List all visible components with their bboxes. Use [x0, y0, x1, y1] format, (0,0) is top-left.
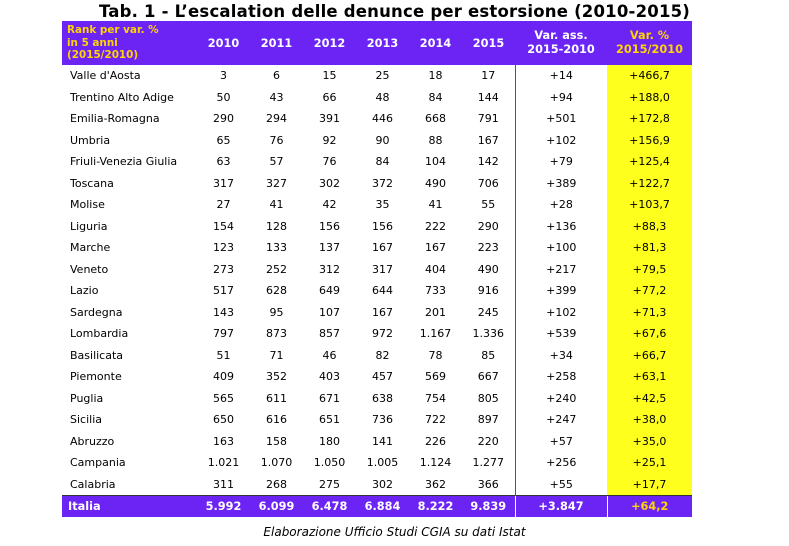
abs-variation: +102	[515, 302, 607, 324]
year-value: 27	[216, 198, 231, 212]
pct-variation: +466,7	[607, 65, 692, 87]
year-value: 490	[425, 176, 446, 190]
table-row	[62, 280, 692, 302]
year-value: 15	[322, 69, 337, 83]
year-value: 95	[269, 305, 284, 319]
year-value: 302	[319, 176, 340, 190]
year-value: 706	[477, 176, 499, 190]
year-value: 76	[322, 155, 337, 169]
year-value: 366	[477, 477, 499, 491]
region-name: Abruzzo	[70, 434, 115, 448]
year-value: 317	[372, 262, 393, 276]
year-value: 41	[269, 198, 284, 212]
region-name: Umbria	[70, 133, 111, 147]
table-row	[62, 366, 692, 388]
year-value: 972	[372, 327, 393, 341]
abs-variation: +100	[515, 237, 607, 259]
rank-header-line-2: in 5 anni	[67, 36, 118, 49]
year-value: 17	[481, 69, 496, 83]
year-value: 123	[213, 241, 234, 255]
year-value: 222	[425, 219, 446, 233]
year-value: 268	[266, 477, 287, 491]
year-value: 46	[322, 348, 337, 362]
pct-header-line-1: Var. %	[629, 29, 670, 42]
year-value: 797	[213, 327, 234, 341]
abs-variation: +256	[515, 452, 607, 474]
year-value: 409	[213, 370, 234, 384]
year-value: 1.070	[260, 456, 293, 470]
abs-variation: +136	[515, 216, 607, 238]
pct-variation: +172,8	[607, 108, 692, 130]
year-value: 275	[319, 477, 340, 491]
table-title: Tab. 1 - L’escalation delle denunce per estorsione (2010-2015)	[98, 2, 691, 21]
abs-variation: +102	[515, 130, 607, 152]
year-value: 611	[266, 391, 287, 405]
year-value: 736	[372, 413, 393, 427]
rank-header-line-1: Rank per var. %	[67, 24, 159, 37]
year-value: 50	[216, 90, 231, 104]
source-caption: Elaborazione Ufficio Studi CGIA su dati Istat	[263, 525, 526, 539]
year-value: 35	[375, 198, 390, 212]
year-value: 66	[322, 90, 337, 104]
year-value: 63	[216, 155, 231, 169]
year-value: 644	[372, 284, 393, 298]
year-value: 1.005	[366, 456, 399, 470]
year-value: 84	[375, 155, 390, 169]
abs-header-line-1: Var. ass.	[534, 29, 588, 42]
total-abs-variation: +3.847	[515, 496, 607, 518]
total-year-value: 6.478	[303, 496, 356, 518]
year-value: 754	[425, 391, 446, 405]
year-value: 649	[319, 284, 340, 298]
abs-variation: +57	[515, 431, 607, 453]
abs-variation: +258	[515, 366, 607, 388]
total-year-value: 6.099	[250, 496, 303, 518]
year-value: 48	[375, 90, 390, 104]
year-value: 142	[477, 155, 499, 169]
year-value: 294	[266, 112, 287, 126]
rank-column-header	[62, 21, 197, 65]
total-year-value: 6.884	[356, 496, 409, 518]
abs-header-line-2: 2015-2010	[527, 43, 595, 56]
year-value: 897	[477, 413, 499, 427]
year-value: 1.167	[419, 327, 452, 341]
table-row	[62, 237, 692, 259]
year-value: 791	[477, 112, 499, 126]
year-column-header: 2013	[356, 21, 409, 65]
pct-variation: +77,2	[607, 280, 692, 302]
year-value: 403	[319, 370, 340, 384]
year-value: 1.124	[419, 456, 452, 470]
year-value: 90	[375, 133, 390, 147]
abs-variation: +28	[515, 194, 607, 216]
table-row	[62, 87, 692, 109]
pct-variation: +125,4	[607, 151, 692, 173]
abs-variation: +34	[515, 345, 607, 367]
year-value: 141	[372, 434, 393, 448]
region-name: Veneto	[70, 262, 109, 276]
year-value: 372	[372, 176, 393, 190]
pct-variation: +63,1	[607, 366, 692, 388]
year-value: 107	[319, 305, 340, 319]
year-value: 628	[266, 284, 287, 298]
year-value: 158	[266, 434, 287, 448]
year-value: 55	[481, 198, 496, 212]
extortion-reports-table	[62, 21, 692, 517]
year-value: 916	[477, 284, 499, 298]
abs-variation: +240	[515, 388, 607, 410]
year-value: 651	[319, 413, 340, 427]
year-value: 650	[213, 413, 234, 427]
year-value: 220	[477, 434, 499, 448]
year-value: 57	[269, 155, 284, 169]
table-row	[62, 151, 692, 173]
pct-variation: +81,3	[607, 237, 692, 259]
year-value: 78	[428, 348, 443, 362]
year-value: 446	[372, 112, 393, 126]
year-value: 312	[319, 262, 340, 276]
abs-variation: +539	[515, 323, 607, 345]
year-value: 1.050	[313, 456, 346, 470]
year-value: 352	[266, 370, 287, 384]
region-name: Emilia-Romagna	[70, 112, 160, 126]
year-column-header: 2012	[303, 21, 356, 65]
total-row	[62, 496, 692, 518]
region-name: Lombardia	[70, 327, 129, 341]
year-value: 84	[428, 90, 443, 104]
year-value: 873	[266, 327, 287, 341]
region-name: Campania	[70, 456, 126, 470]
region-name: Toscana	[70, 176, 114, 190]
region-name: Puglia	[70, 391, 104, 405]
year-value: 857	[319, 327, 340, 341]
year-value: 668	[425, 112, 446, 126]
year-value: 252	[266, 262, 287, 276]
year-value: 517	[213, 284, 234, 298]
year-value: 223	[477, 241, 499, 255]
table-row	[62, 388, 692, 410]
pct-variation: +103,7	[607, 194, 692, 216]
region-name: Valle d'Aosta	[70, 69, 141, 83]
year-value: 404	[425, 262, 446, 276]
pct-variation: +88,3	[607, 216, 692, 238]
year-value: 71	[269, 348, 284, 362]
region-name: Trentino Alto Adige	[70, 90, 174, 104]
abs-variation: +389	[515, 173, 607, 195]
year-value: 569	[425, 370, 446, 384]
year-column-header: 2010	[197, 21, 250, 65]
year-value: 51	[216, 348, 231, 362]
table-row	[62, 323, 692, 345]
year-value: 317	[213, 176, 234, 190]
table-row	[62, 259, 692, 281]
pct-header-line-2: 2015/2010	[615, 43, 683, 56]
total-pct-variation: +64,2	[607, 496, 692, 518]
year-value: 18	[428, 69, 443, 83]
year-value: 671	[319, 391, 340, 405]
year-value: 92	[322, 133, 337, 147]
year-value: 1.277	[472, 456, 504, 470]
rank-header-line-3: (2015/2010)	[67, 49, 139, 62]
pct-variation: +42,5	[607, 388, 692, 410]
abs-variation-column-header	[515, 21, 607, 65]
table-row	[62, 452, 692, 474]
year-value: 722	[425, 413, 446, 427]
table-row	[62, 302, 692, 324]
year-column-header: 2014	[409, 21, 462, 65]
table-row	[62, 409, 692, 431]
year-value: 638	[372, 391, 393, 405]
year-value: 327	[266, 176, 287, 190]
pct-variation: +122,7	[607, 173, 692, 195]
year-value: 167	[477, 133, 499, 147]
year-value: 76	[269, 133, 284, 147]
year-value: 490	[477, 262, 499, 276]
year-column-header: 2015	[462, 21, 515, 65]
table-row	[62, 474, 692, 496]
year-value: 156	[372, 219, 393, 233]
year-value: 362	[425, 477, 446, 491]
year-value: 733	[425, 284, 446, 298]
year-value: 43	[269, 90, 284, 104]
year-value: 85	[481, 348, 496, 362]
table-row	[62, 108, 692, 130]
year-value: 128	[266, 219, 287, 233]
year-value: 302	[372, 477, 393, 491]
region-name: Sardegna	[70, 305, 123, 319]
abs-variation: +217	[515, 259, 607, 281]
year-value: 163	[213, 434, 234, 448]
pct-variation: +67,6	[607, 323, 692, 345]
pct-variation: +38,0	[607, 409, 692, 431]
year-column-header: 2011	[250, 21, 303, 65]
year-value: 290	[213, 112, 234, 126]
abs-variation: +501	[515, 108, 607, 130]
year-value: 143	[213, 305, 234, 319]
table-row	[62, 173, 692, 195]
abs-variation: +14	[515, 65, 607, 87]
pct-variation: +66,7	[607, 345, 692, 367]
abs-variation: +55	[515, 474, 607, 496]
year-value: 201	[425, 305, 446, 319]
table-row	[62, 431, 692, 453]
pct-variation: +25,1	[607, 452, 692, 474]
year-value: 167	[372, 241, 393, 255]
abs-variation: +399	[515, 280, 607, 302]
year-value: 290	[477, 219, 499, 233]
year-value: 167	[425, 241, 446, 255]
pct-variation: +71,3	[607, 302, 692, 324]
table-body	[62, 65, 692, 496]
abs-variation: +247	[515, 409, 607, 431]
table-row	[62, 345, 692, 367]
year-value: 616	[266, 413, 287, 427]
region-name: Marche	[70, 241, 111, 255]
pct-variation: +79,5	[607, 259, 692, 281]
year-value: 133	[266, 241, 287, 255]
year-value: 154	[213, 219, 234, 233]
year-value: 1.336	[472, 327, 504, 341]
year-value: 1.021	[207, 456, 240, 470]
year-value: 273	[213, 262, 234, 276]
region-name: Molise	[70, 198, 105, 212]
total-year-value: 9.839	[462, 496, 515, 518]
table-row	[62, 65, 692, 87]
total-year-value: 8.222	[409, 496, 462, 518]
table-row	[62, 130, 692, 152]
region-name: Piemonte	[70, 370, 122, 384]
year-value: 167	[372, 305, 393, 319]
abs-variation: +79	[515, 151, 607, 173]
year-value: 226	[425, 434, 446, 448]
table-row	[62, 194, 692, 216]
year-value: 6	[273, 69, 280, 83]
abs-variation: +94	[515, 87, 607, 109]
year-value: 144	[477, 90, 499, 104]
pct-variation: +35,0	[607, 431, 692, 453]
pct-variation-column-header	[607, 21, 692, 65]
region-name: Liguria	[70, 219, 108, 233]
pct-variation: +188,0	[607, 87, 692, 109]
year-value: 3	[220, 69, 227, 83]
year-value: 565	[213, 391, 234, 405]
year-value: 245	[477, 305, 499, 319]
year-value: 65	[216, 133, 231, 147]
year-value: 311	[213, 477, 234, 491]
region-name: Lazio	[70, 284, 99, 298]
table-header-row	[62, 21, 692, 65]
year-value: 180	[319, 434, 340, 448]
year-value: 156	[319, 219, 340, 233]
year-value: 41	[428, 198, 443, 212]
year-value: 805	[477, 391, 499, 405]
year-value: 137	[319, 241, 340, 255]
table-row	[62, 216, 692, 238]
region-name: Calabria	[70, 477, 116, 491]
year-value: 25	[375, 69, 390, 83]
pct-variation: +17,7	[607, 474, 692, 496]
year-value: 391	[319, 112, 340, 126]
total-region-name: Italia	[62, 496, 197, 518]
region-name: Basilicata	[70, 348, 124, 362]
year-value: 667	[477, 370, 499, 384]
year-value: 82	[375, 348, 390, 362]
region-name: Friuli-Venezia Giulia	[70, 155, 178, 169]
year-value: 457	[372, 370, 393, 384]
year-value: 104	[425, 155, 446, 169]
region-name: Sicilia	[70, 413, 102, 427]
year-value: 88	[428, 133, 443, 147]
year-value: 42	[322, 198, 337, 212]
total-year-value: 5.992	[197, 496, 250, 518]
pct-variation: +156,9	[607, 130, 692, 152]
